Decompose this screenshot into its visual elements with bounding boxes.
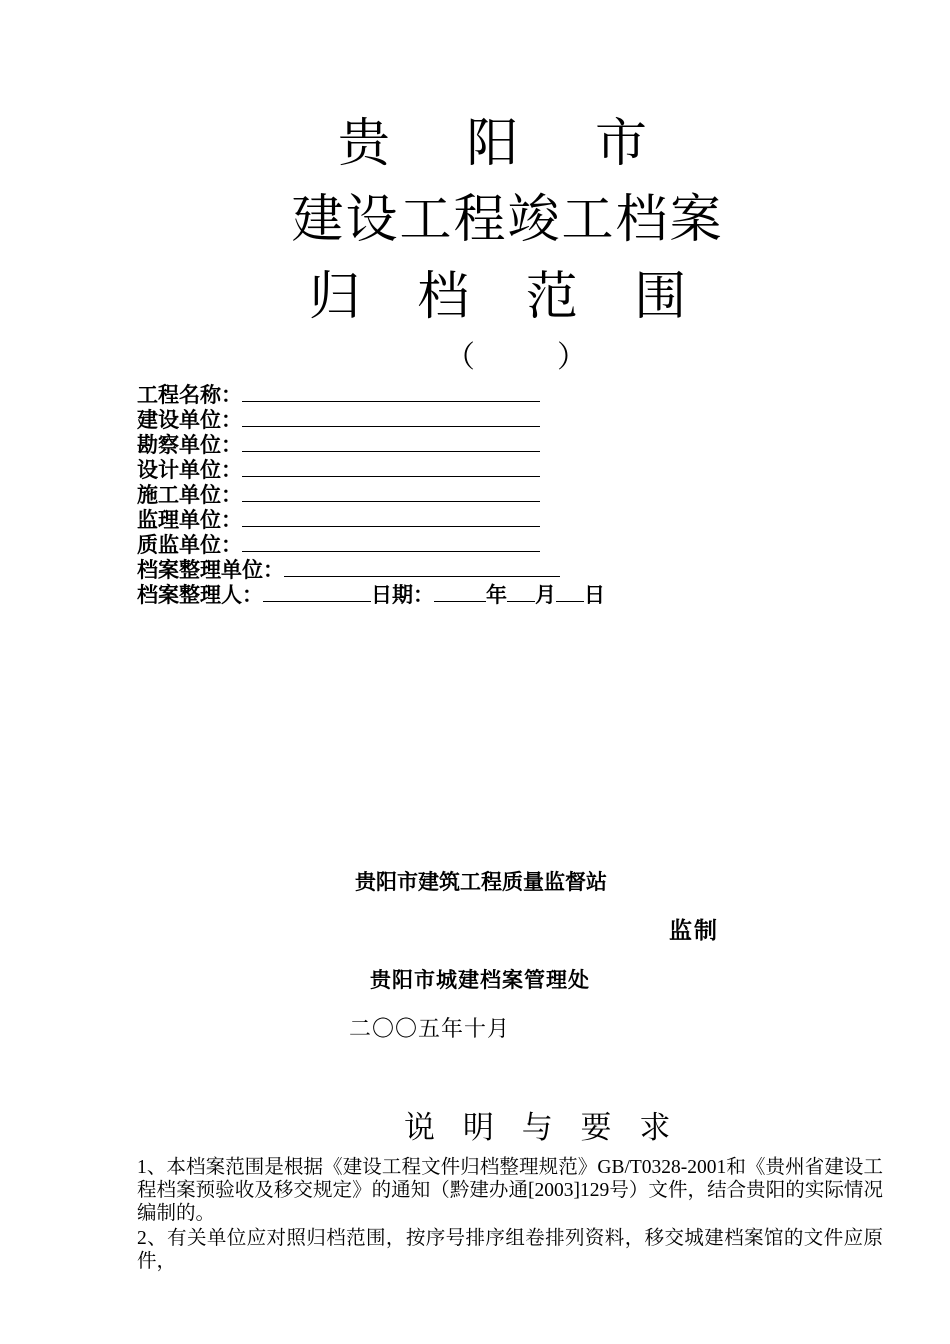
field-archive-unit <box>137 557 560 583</box>
field-blank[interactable] <box>242 407 540 427</box>
paren-open: （ <box>445 340 475 375</box>
field-project-name <box>137 382 540 408</box>
field-supervision-unit <box>137 507 540 533</box>
field-blank[interactable] <box>284 557 560 577</box>
field-design-unit <box>137 457 540 483</box>
cover-title-scope: 归 档 范 围 <box>308 267 707 327</box>
date-label: 日期： <box>371 583 434 607</box>
field-blank[interactable] <box>242 532 540 552</box>
field-blank[interactable] <box>242 507 540 527</box>
year-blank[interactable] <box>434 582 486 602</box>
field-label: 档案整理单位： <box>137 558 284 582</box>
field-blank[interactable] <box>242 482 540 502</box>
field-label: 建设单位： <box>137 408 242 432</box>
cover-title-subject: 建设工程竣工档案 <box>291 190 724 250</box>
cover-parenthesis <box>445 338 587 378</box>
instruction-item-1: 1、本档案范围是根据《建设工程文件归档整理规范》GB/T0328-2001和《贵州省建设工程档案预验收及移交规定》的通知（黔建办通[2003]129号）文件，结合贵阳的实际情况编制的。 <box>137 1157 883 1224</box>
field-label: 工程名称： <box>137 383 242 407</box>
field-blank[interactable] <box>242 432 540 452</box>
field-construction-unit <box>137 407 540 433</box>
organizer-blank[interactable] <box>263 582 371 602</box>
issuer-supervise: 监制 <box>669 918 719 944</box>
issuer-archive-office: 贵阳市城建档案管理处 <box>370 968 590 992</box>
instructions-title: 说 明 与 要 求 <box>404 1110 680 1146</box>
month-label: 月 <box>535 583 556 607</box>
day-label: 日 <box>584 583 605 607</box>
field-label: 监理单位： <box>137 508 242 532</box>
field-organizer-date <box>137 582 605 608</box>
field-label: 质监单位： <box>137 533 242 557</box>
cover-title-city: 贵 阳 市 <box>337 114 678 174</box>
issue-date: 二〇〇五年十月 <box>349 1017 511 1042</box>
field-label: 档案整理人： <box>137 583 263 607</box>
issuer-station: 贵阳市建筑工程质量监督站 <box>355 870 607 894</box>
year-label: 年 <box>486 583 507 607</box>
day-blank[interactable] <box>556 582 584 602</box>
field-label: 勘察单位： <box>137 433 242 457</box>
field-label: 设计单位： <box>137 458 242 482</box>
field-quality-unit <box>137 532 540 558</box>
field-blank[interactable] <box>242 382 540 402</box>
field-blank[interactable] <box>242 457 540 477</box>
field-label: 施工单位： <box>137 483 242 507</box>
month-blank[interactable] <box>507 582 535 602</box>
field-builder-unit <box>137 482 540 508</box>
instruction-item-2: 2、有关单位应对照归档范围，按序号排序组卷排列资料，移交城建档案馆的文件应原件， <box>137 1228 883 1272</box>
field-survey-unit <box>137 432 540 458</box>
paren-close: ） <box>557 340 587 375</box>
